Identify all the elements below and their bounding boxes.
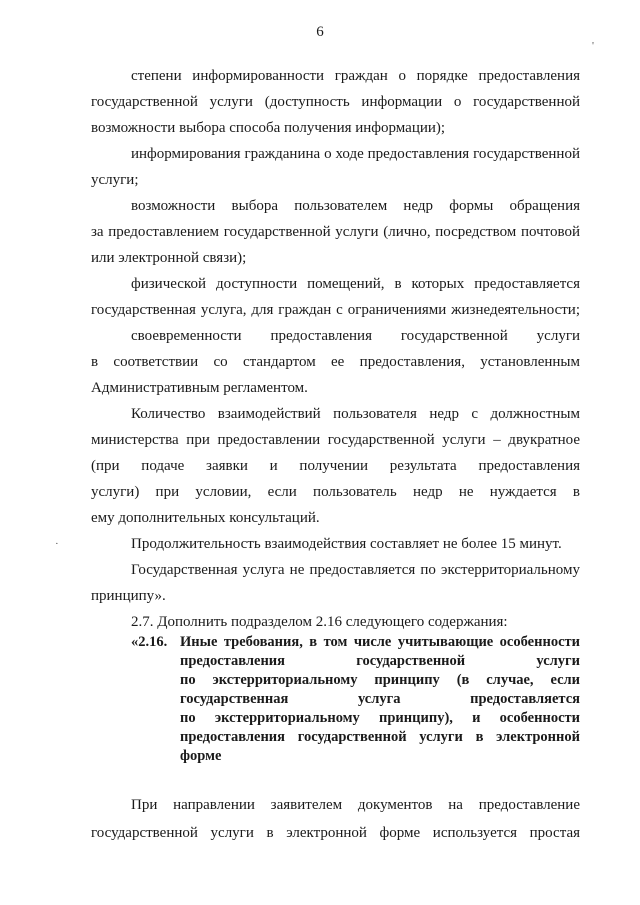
paragraph-line: 2.7. Дополнить подразделом 2.16 следующего содержания:	[131, 614, 508, 630]
paragraph-line: государственной услуги в электронной форме используется простая	[91, 825, 580, 841]
paragraph-line: или электронной связи);	[91, 250, 247, 266]
scan-mark: '	[592, 40, 594, 52]
paragraph-line: своевременности предоставления государственной услуги	[131, 328, 580, 344]
paragraph-line: за предоставлением государственной услуги (лично, посредством почтовой	[91, 224, 580, 240]
section-heading-line: форме	[180, 748, 222, 764]
paragraph-line: (при подаче заявки и получении результата предоставления	[91, 458, 580, 474]
paragraph-line: возможности выбора пользователем недр формы обращения	[131, 198, 580, 214]
section-heading-line: государственная услуга предоставляется	[180, 691, 580, 707]
paragraph-line: Количество взаимодействий пользователя недр с должностным	[131, 406, 580, 422]
paragraph-line: государственная услуга, для граждан с ограничениями жизнедеятельности;	[91, 302, 580, 318]
section-heading-line: Иные требования, в том числе учитывающие особенности	[180, 634, 580, 650]
paragraph-line: При направлении заявителем документов на предоставление	[131, 797, 580, 813]
page-number: 6	[316, 24, 324, 40]
paragraph-line: Государственная услуга не предоставляется по экстерриториальному	[131, 562, 580, 578]
paragraph-line: информирования гражданина о ходе предоставления государственной	[131, 146, 580, 162]
paragraph-line: Административным регламентом.	[91, 380, 308, 396]
paragraph-line: государственной услуги (доступность информации о государственной	[91, 94, 580, 110]
paragraph-line: физической доступности помещений, в которых предоставляется	[131, 276, 580, 292]
scan-mark: ·	[55, 538, 59, 550]
paragraph-line: услуги;	[91, 172, 139, 188]
paragraph-line: возможности выбора способа получения информации);	[91, 120, 446, 136]
section-number: «2.16.	[131, 634, 168, 650]
paragraph-line: Продолжительность взаимодействия составляет не более 15 минут.	[131, 536, 562, 552]
paragraph-line: степени информированности граждан о порядке предоставления	[131, 68, 580, 84]
section-heading-line: предоставления государственной услуги в электронной	[180, 729, 580, 745]
paragraph-line: в соответствии со стандартом ее предоставления, установленным	[91, 354, 580, 370]
section-heading-line: предоставления государственной услуги	[180, 653, 580, 669]
paragraph-line: министерства при предоставлении государственной услуги – двукратное	[91, 432, 580, 448]
section-heading-line: по экстерриториальному принципу), и особенности	[180, 710, 580, 726]
paragraph-line: принципу».	[91, 588, 166, 604]
paragraph-line: услуги) при условии, если пользователь недр не нуждается в	[91, 484, 580, 500]
paragraph-line: ему дополнительных консультаций.	[91, 510, 320, 526]
section-heading-line: по экстерриториальному принципу (в случае, если	[180, 672, 580, 688]
